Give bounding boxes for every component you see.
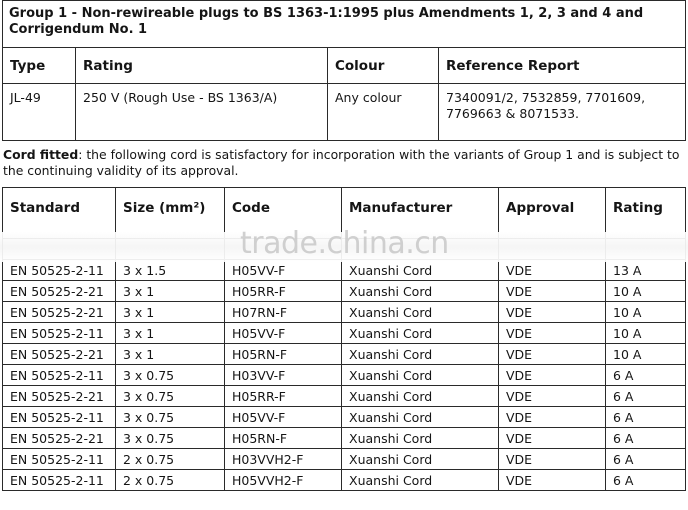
cell-approval: VDE [499, 386, 606, 407]
cell-manufacturer: Xuanshi Cord [342, 428, 499, 449]
header-approval: Approval [499, 188, 606, 239]
cell-code: H05RN-F [225, 344, 342, 365]
cell-rating: 6 A [606, 365, 686, 386]
cell-rating: 250 V (Rough Use - BS 1363/A) [76, 84, 328, 141]
cell-size: 3 x 0.75 [116, 407, 225, 428]
cell-code: H05RN-F [225, 428, 342, 449]
plug-table [2, 0, 686, 141]
cell-approval: VDE [499, 407, 606, 428]
cell-approval: VDE [499, 344, 606, 365]
cell-standard: EN 50525-2-11 [3, 260, 116, 281]
cell-rating: 6 A [606, 428, 686, 449]
header-reference-report: Reference Report [439, 48, 686, 84]
cell-manufacturer: Xuanshi Cord [342, 323, 499, 344]
cell-size: 3 x 1 [116, 344, 225, 365]
cell-manufacturer: Xuanshi Cord [342, 449, 499, 470]
cell-type: JL-49 [3, 84, 76, 141]
cell-size: 3 x 1 [116, 281, 225, 302]
cell-size: 3 x 1 [116, 302, 225, 323]
table-row [3, 260, 686, 281]
header-rating: Rating [606, 188, 686, 239]
reference-line-2: 7769663 & 8071533. [446, 106, 580, 121]
table-row [3, 407, 686, 428]
cell-size: 3 x 1 [116, 323, 225, 344]
cell-manufacturer: Xuanshi Cord [342, 386, 499, 407]
reference-line-1: 7340091/2, 7532859, 7701609, [446, 90, 646, 105]
cell-manufacturer: Xuanshi Cord [342, 302, 499, 323]
header-code: Code [225, 188, 342, 239]
cell-rating: 6 A [606, 407, 686, 428]
note-label: Cord fitted [3, 147, 79, 162]
table-row [3, 470, 686, 491]
cell-code: H05VV-F [225, 260, 342, 281]
cell-code: H05VVH2-F [225, 470, 342, 491]
table-row [3, 302, 686, 323]
cord-table-body [3, 260, 686, 491]
header-size: Size (mm²) [116, 188, 225, 239]
cell-code: H03VV-F [225, 365, 342, 386]
cell-standard: EN 50525-2-11 [3, 449, 116, 470]
cell-rating: 6 A [606, 449, 686, 470]
cell-size: 3 x 0.75 [116, 386, 225, 407]
cell-approval: VDE [499, 260, 606, 281]
cell-size: 3 x 0.75 [116, 428, 225, 449]
cell-approval: VDE [499, 281, 606, 302]
cell-code: H03VVH2-F [225, 449, 342, 470]
cell-standard: EN 50525-2-21 [3, 281, 116, 302]
cell-rating: 6 A [606, 386, 686, 407]
cell-approval: VDE [499, 302, 606, 323]
cell-manufacturer: Xuanshi Cord [342, 407, 499, 428]
cell-manufacturer: Xuanshi Cord [342, 470, 499, 491]
cell-standard: EN 50525-2-11 [3, 323, 116, 344]
cell-standard: EN 50525-2-21 [3, 344, 116, 365]
cell-approval: VDE [499, 470, 606, 491]
cell-approval: VDE [499, 323, 606, 344]
header-colour: Colour [328, 48, 439, 84]
cell-standard: EN 50525-2-21 [3, 302, 116, 323]
cell-manufacturer: Xuanshi Cord [342, 365, 499, 386]
cell-size: 3 x 0.75 [116, 365, 225, 386]
table-row [3, 281, 686, 302]
cell-reference [439, 84, 686, 141]
cell-approval: VDE [499, 449, 606, 470]
cell-code: H07RN-F [225, 302, 342, 323]
cell-standard: EN 50525-2-21 [3, 428, 116, 449]
cell-size: 2 x 0.75 [116, 470, 225, 491]
cell-approval: VDE [499, 428, 606, 449]
header-standard: Standard [3, 188, 116, 239]
table-row [3, 386, 686, 407]
cell-standard: EN 50525-2-11 [3, 470, 116, 491]
cell-rating: 10 A [606, 281, 686, 302]
note-text: : the following cord is satisfactory for incorporation with the variants of Group 1 and is subject to the continuing validity of its approval. [3, 147, 680, 178]
cell-standard: EN 50525-2-11 [3, 365, 116, 386]
table-row [3, 428, 686, 449]
table-row [3, 344, 686, 365]
table-row [3, 449, 686, 470]
cell-rating: 10 A [606, 344, 686, 365]
header-manufacturer: Manufacturer [342, 188, 499, 239]
group-title: Group 1 - Non-rewireable plugs to BS 1363-1:1995 plus Amendments 1, 2, 3 and 4 and Corrigendum No. 1 [3, 1, 686, 48]
cell-rating: 6 A [606, 470, 686, 491]
cell-size: 2 x 0.75 [116, 449, 225, 470]
table-row [3, 365, 686, 386]
header-type: Type [3, 48, 76, 84]
cell-colour: Any colour [328, 84, 439, 141]
table-row [3, 84, 686, 141]
cord-fitted-note [3, 147, 683, 179]
watermark: trade.china.cn [240, 226, 449, 261]
cell-manufacturer: Xuanshi Cord [342, 344, 499, 365]
header-rating: Rating [76, 48, 328, 84]
cell-code: H05VV-F [225, 407, 342, 428]
cell-code: H05RR-F [225, 281, 342, 302]
cell-code: H05VV-F [225, 323, 342, 344]
table-row [3, 323, 686, 344]
cell-rating: 10 A [606, 302, 686, 323]
cell-manufacturer: Xuanshi Cord [342, 281, 499, 302]
cell-rating: 10 A [606, 323, 686, 344]
cell-code: H05RR-F [225, 386, 342, 407]
cell-standard: EN 50525-2-11 [3, 407, 116, 428]
cell-size: 3 x 1.5 [116, 260, 225, 281]
cell-approval: VDE [499, 365, 606, 386]
cell-standard: EN 50525-2-21 [3, 386, 116, 407]
cell-manufacturer: Xuanshi Cord [342, 260, 499, 281]
cell-rating: 13 A [606, 260, 686, 281]
